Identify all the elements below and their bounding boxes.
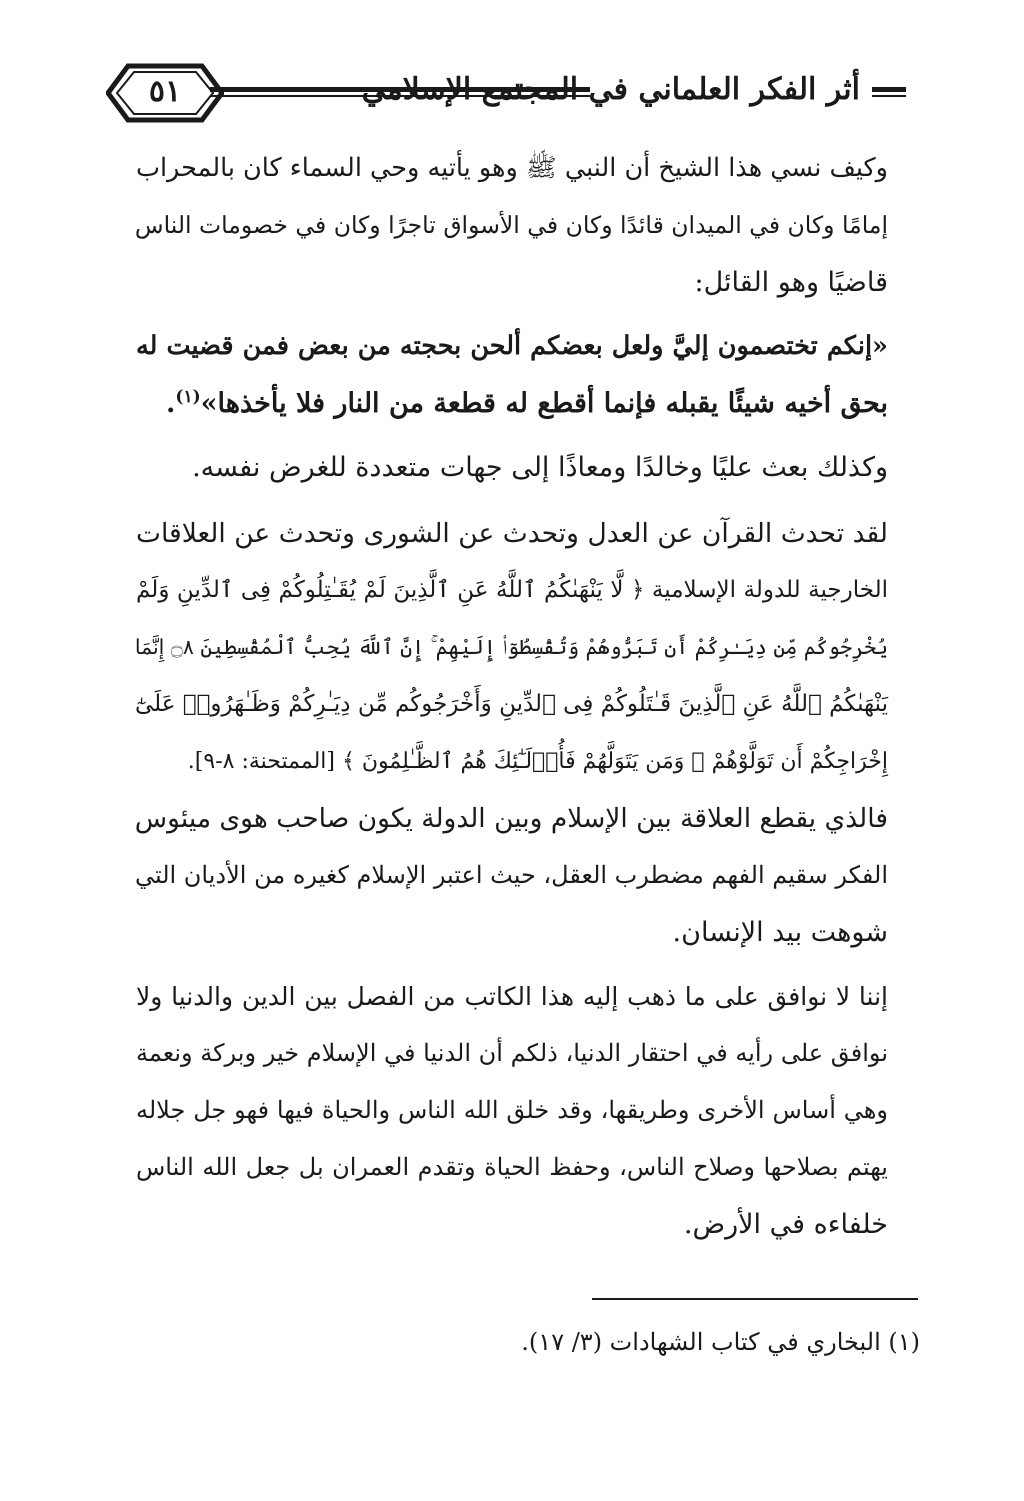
paragraph-6 [136,968,888,1253]
footnote-separator [592,1298,918,1300]
paragraph-line: الفكر سقيم الفهم مضطرب العقل، حيث اعتبر الإسلام كغيره من الأديان التي [134,861,888,889]
page-number: ٥١ [148,74,182,109]
footnote: (١) البخاري في كتاب الشهادات (٣/ ١٧). [521,1328,920,1356]
hadith-tail: . [166,388,176,419]
hadith-line: «إنكم تختصمون إليَّ ولعل بعضكم ألحن بحجته من بعض فمن قضيت له [136,331,888,361]
paragraph-1 [136,140,888,311]
paragraph-line: وكيف نسي هذا الشيخ أن النبي ﷺ وهو يأتيه وحي السماء كان بالمحراب [135,153,888,183]
header-dash [872,87,906,99]
hadith-text: بحق أخيه شيئًا يقبله فإنما أقطع له قطعة من النار فلا يأخذها» [200,388,888,419]
quran-line-last [136,733,888,790]
paragraph-line: خلفاءه في الأرض. [683,1209,888,1240]
paragraph-line: يهتم بصلاحها وصلاح الناس، وحفظ الحياة وتقدم العمران بل جعل الله الناس [136,1153,888,1181]
paragraph-line: لقد تحدث القرآن عن العدل وتحدث عن الشورى وتحدث عن العلاقات [136,518,888,549]
quran-line: يُخْرِجُوكُم مِّن دِيَـٰرِكُمْ أَن تَبَرُّوهُمْ وَتُقْسِطُوٓا۟ إِلَيْهِمْ ۚ إِنَّ ٱللَّهَ يُحِبُّ ٱلْمُقْسِطِينَ ۝٨ إِنَّمَا [134,635,888,659]
paragraph-line: وهي أساس الأخرى وطريقها، وقد خلق الله الناس والحياة فيها فهو جل جلاله [136,1096,888,1124]
paragraph-line: وكذلك بعث عليًا وخالدًا ومعاذًا إلى جهات متعددة للغرض نفسه. [192,452,888,483]
quran-citation: [الممتحنة: ٨-٩]. [187,749,335,774]
paragraph-line: قاضيًا وهو القائل: [694,267,888,298]
footnote-reference[interactable]: (١) [175,387,201,407]
paragraph-line: إننا لا نوافق على ما ذهب إليه هذا الكاتب من الفصل بين الدين والدنيا ولا [136,982,888,1011]
hadith-quote [136,318,888,432]
paragraph-line: إمامًا وكان في الميدان قائدًا وكان في الأسواق تاجرًا وكان في خصومات الناس [134,211,888,239]
quran-line: يَنْهَىٰكُمُ ٱللَّهُ عَنِ ٱلَّذِينَ قَـٰتَلُوكُمْ فِى ٱلدِّينِ وَأَخْرَجُوكُم مِّن دِيَـٰرِكُمْ وَظَـٰهَرُوا۟ عَلَىٰٓ [134,691,888,717]
paragraph-3 [136,439,888,496]
quran-line: الخارجية للدولة الإسلامية ﴿ لَّا يَنْهَىٰكُمُ ٱللَّهُ عَنِ ٱلَّذِينَ لَمْ يُقَـٰتِلُوكُمْ فِى ٱلدِّينِ وَلَمْ [136,577,888,603]
page-header [106,58,906,128]
paragraph-line: نوافق على رأيه في احتقار الدنيا، ذلكم أن الدنيا في الإسلام خير وبركة ونعمة [136,1039,888,1067]
paragraph-line: فالذي يقطع العلاقة بين الإسلام وبين الدولة يكون صاحب هوى ميئوس [134,803,888,834]
running-title: أثر الفكر العلماني في المجتمع الإسلامي [361,72,860,107]
quran-text: إِخْرَاجِكُمْ أَن تَوَلَّوْهُمْ ۚ وَمَن يَتَوَلَّهُمْ فَأُو۟لَـٰٓئِكَ هُمُ ٱلظَّـٰلِمُونَ ﴾ [341,749,888,774]
paragraph-quran [136,505,888,790]
paragraph-5 [136,790,888,961]
hadith-line-last [136,375,888,432]
paragraph-line: شوهت بيد الإنسان. [672,917,888,948]
